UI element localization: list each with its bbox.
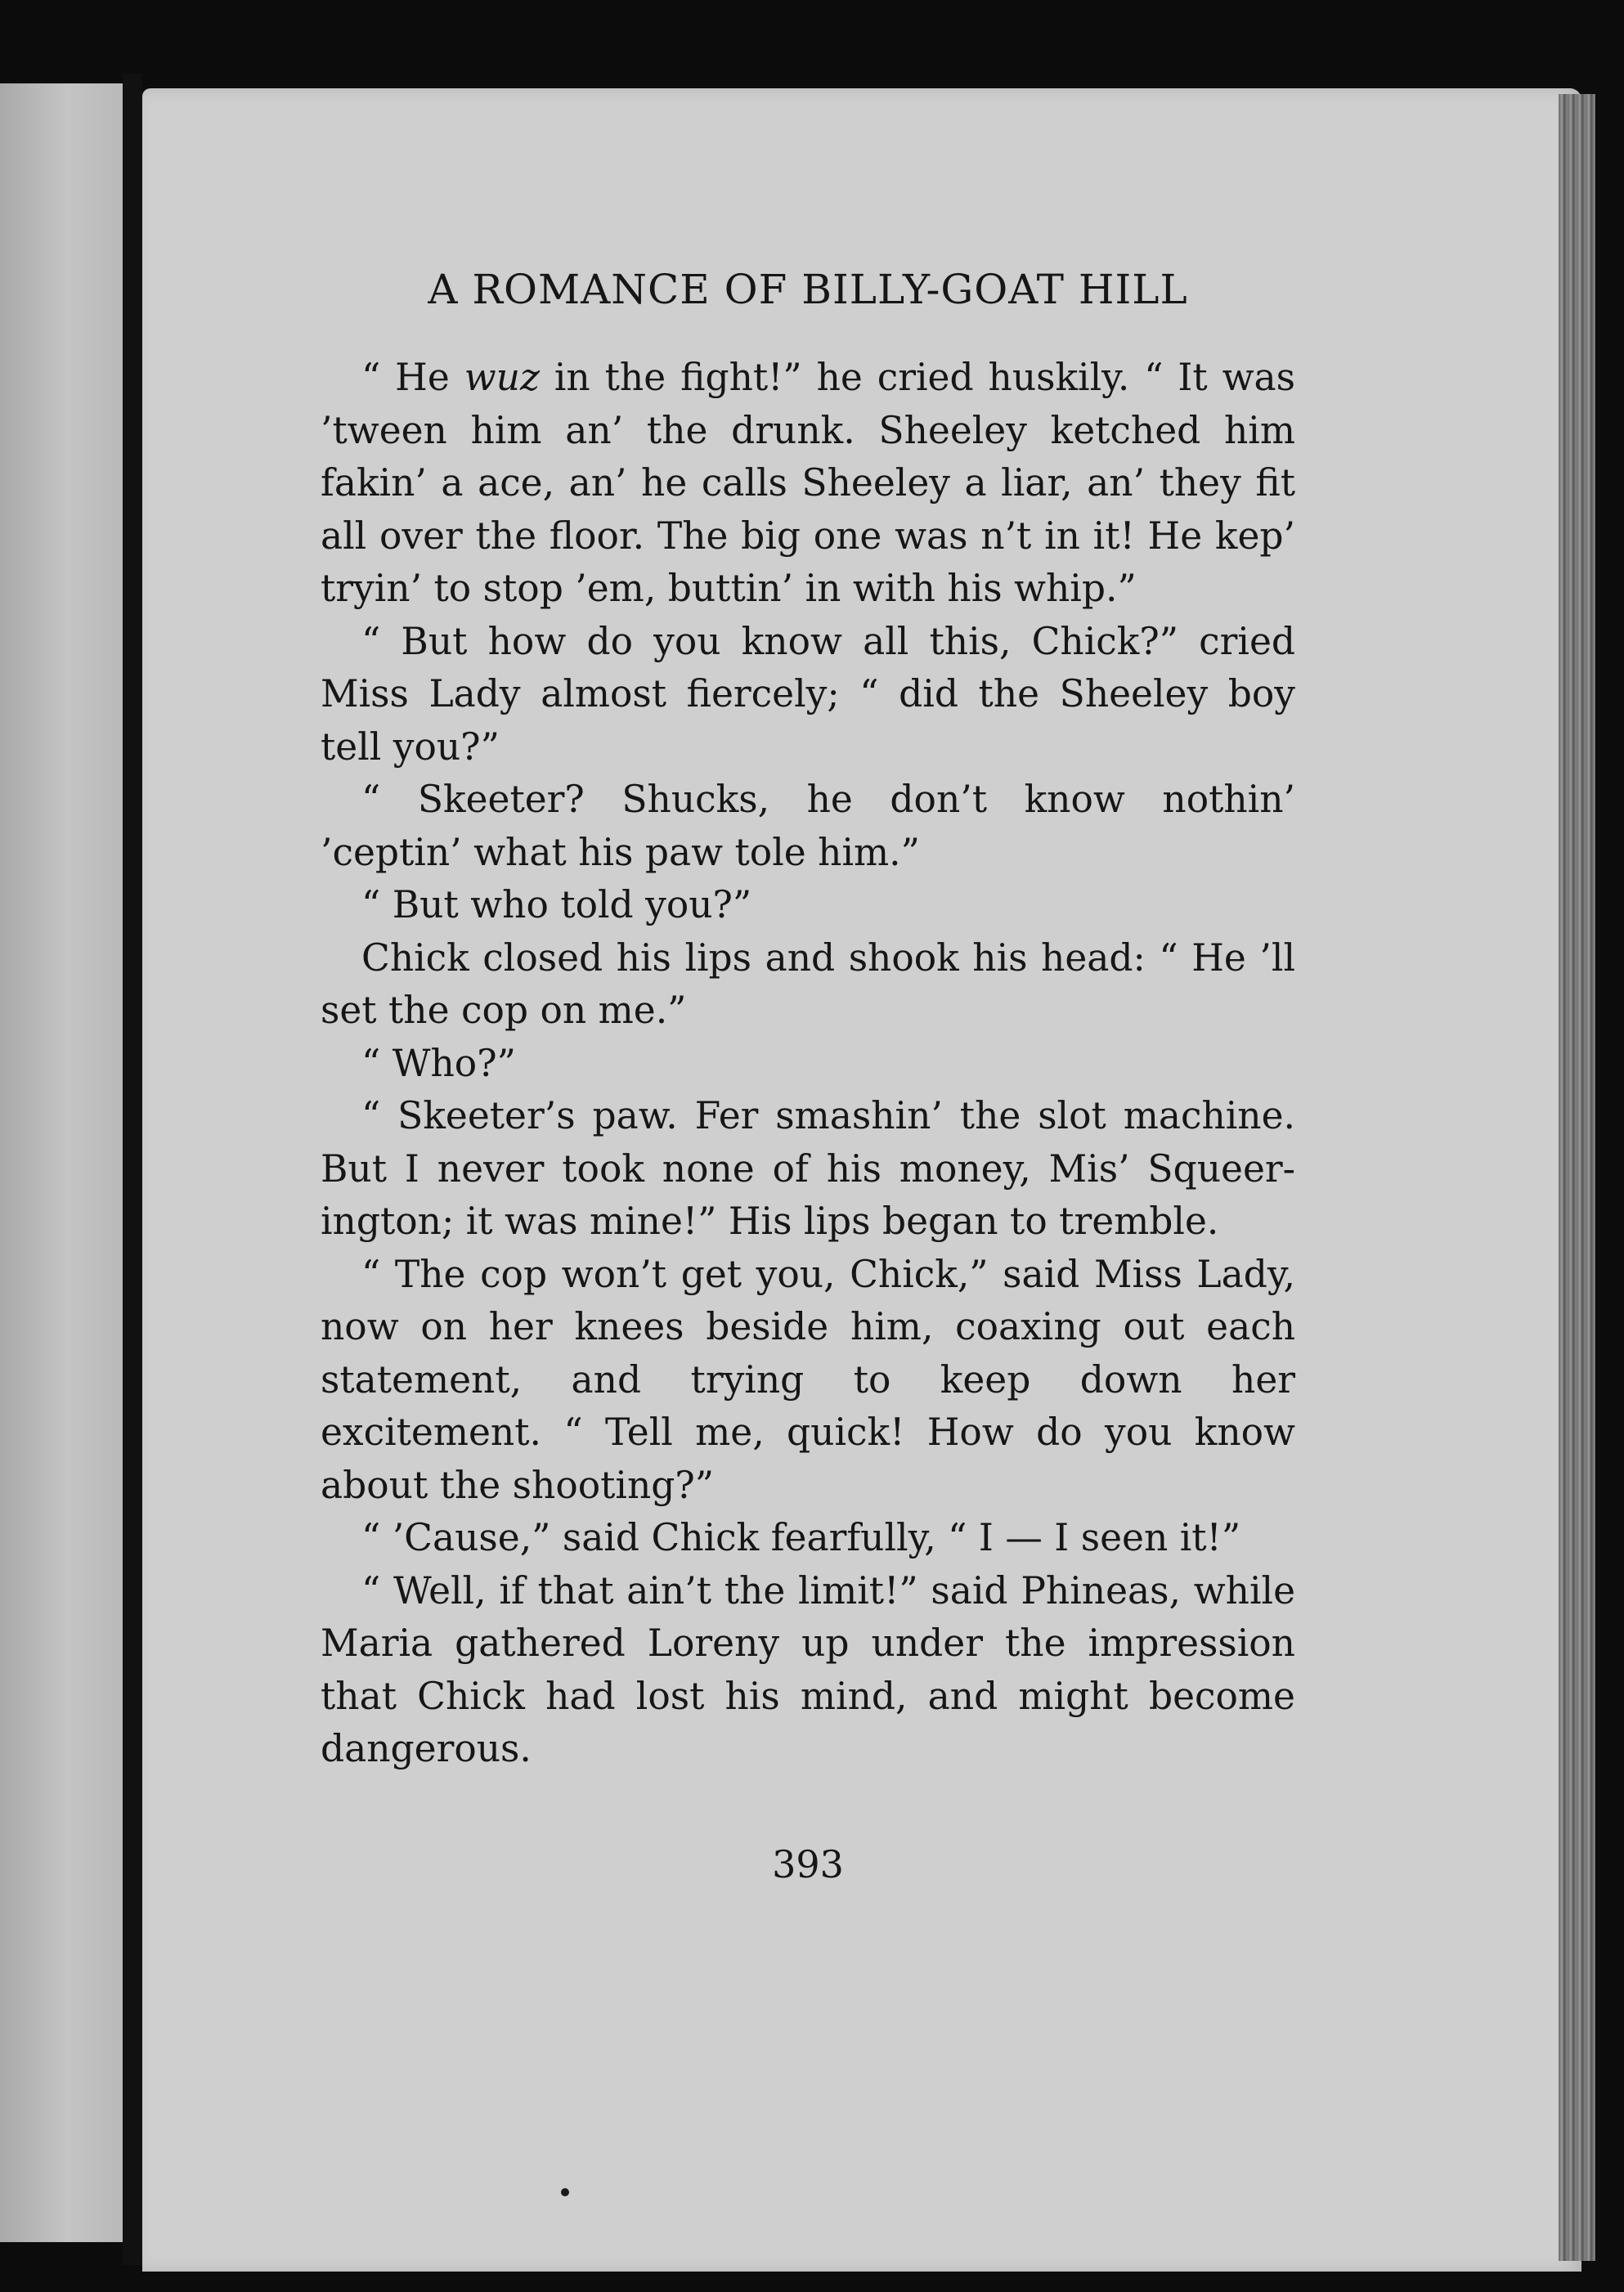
paragraph	[321, 1512, 1295, 1565]
book-gutter	[123, 74, 142, 2265]
paragraph-text: “ Skeeter’s paw. Fer smashin’ the slot machine. But I never took none of his money, Mis’ Squeerington; it was mine!” His lips began to tremble.	[321, 1094, 1295, 1243]
ink-speck	[561, 2188, 569, 2196]
paragraph	[321, 1090, 1295, 1249]
paragraph-text: “ ’Cause,” said Chick fearfully, “ I — I seen it!”	[361, 1516, 1241, 1559]
paragraph	[321, 616, 1295, 774]
running-header: A ROMANCE OF BILLY-GOAT HILL	[428, 266, 1188, 313]
paragraph	[321, 879, 1295, 932]
paragraph	[321, 352, 1295, 616]
page-block-edge	[1559, 94, 1595, 2261]
paragraph	[321, 1249, 1295, 1513]
paragraph	[321, 1038, 1295, 1091]
paragraph-text: “ The cop won’t get you, Chick,” said Miss Lady, now on her knees beside him, coaxing out each statement, and trying to keep down her excitement. “ Tell me, quick! How do you know about the shooting?”	[321, 1252, 1295, 1507]
paragraph-text: Chick closed his lips and shook his head: “ He ’ll set the cop on me.”	[321, 935, 1295, 1032]
paragraph-text: “ Skeeter? Shucks, he don’t know nothin’ ’ceptin’ what his paw tole him.”	[321, 778, 1295, 874]
paragraph-text: in the fight!” he cried huskily. “ It was ’tween him an’ the drunk. Sheeley ketched him fakin’ a ace, an’ he calls Sheeley a liar, an’ they fit all over the floor. The big one was n’t in it! He kep’ tryin’ to stop ’em, buttin’ in with his whip.”	[321, 356, 1295, 610]
page-number: 393	[772, 1842, 844, 1886]
paragraph-italic-text: wuz	[464, 356, 540, 399]
paragraph	[321, 932, 1295, 1038]
paragraph	[321, 1565, 1295, 1776]
paragraph-text: “ He	[361, 356, 464, 399]
paragraph	[321, 774, 1295, 879]
paragraph-text: “ Well, if that ain’t the limit!” said Phineas, while Maria gathered Loreny up under the impression that Chick had lost his mind, and might become dangerous.	[321, 1568, 1295, 1770]
paragraph-text: “ Who?”	[361, 1041, 516, 1085]
page-body	[321, 352, 1295, 1776]
facing-page-edge	[0, 83, 123, 2242]
paragraph-text: “ But how do you know all this, Chick?” cried Miss Lady almost fiercely; “ did the Sheeley boy tell you?”	[321, 619, 1295, 769]
paragraph-text: “ But who told you?”	[361, 883, 752, 926]
